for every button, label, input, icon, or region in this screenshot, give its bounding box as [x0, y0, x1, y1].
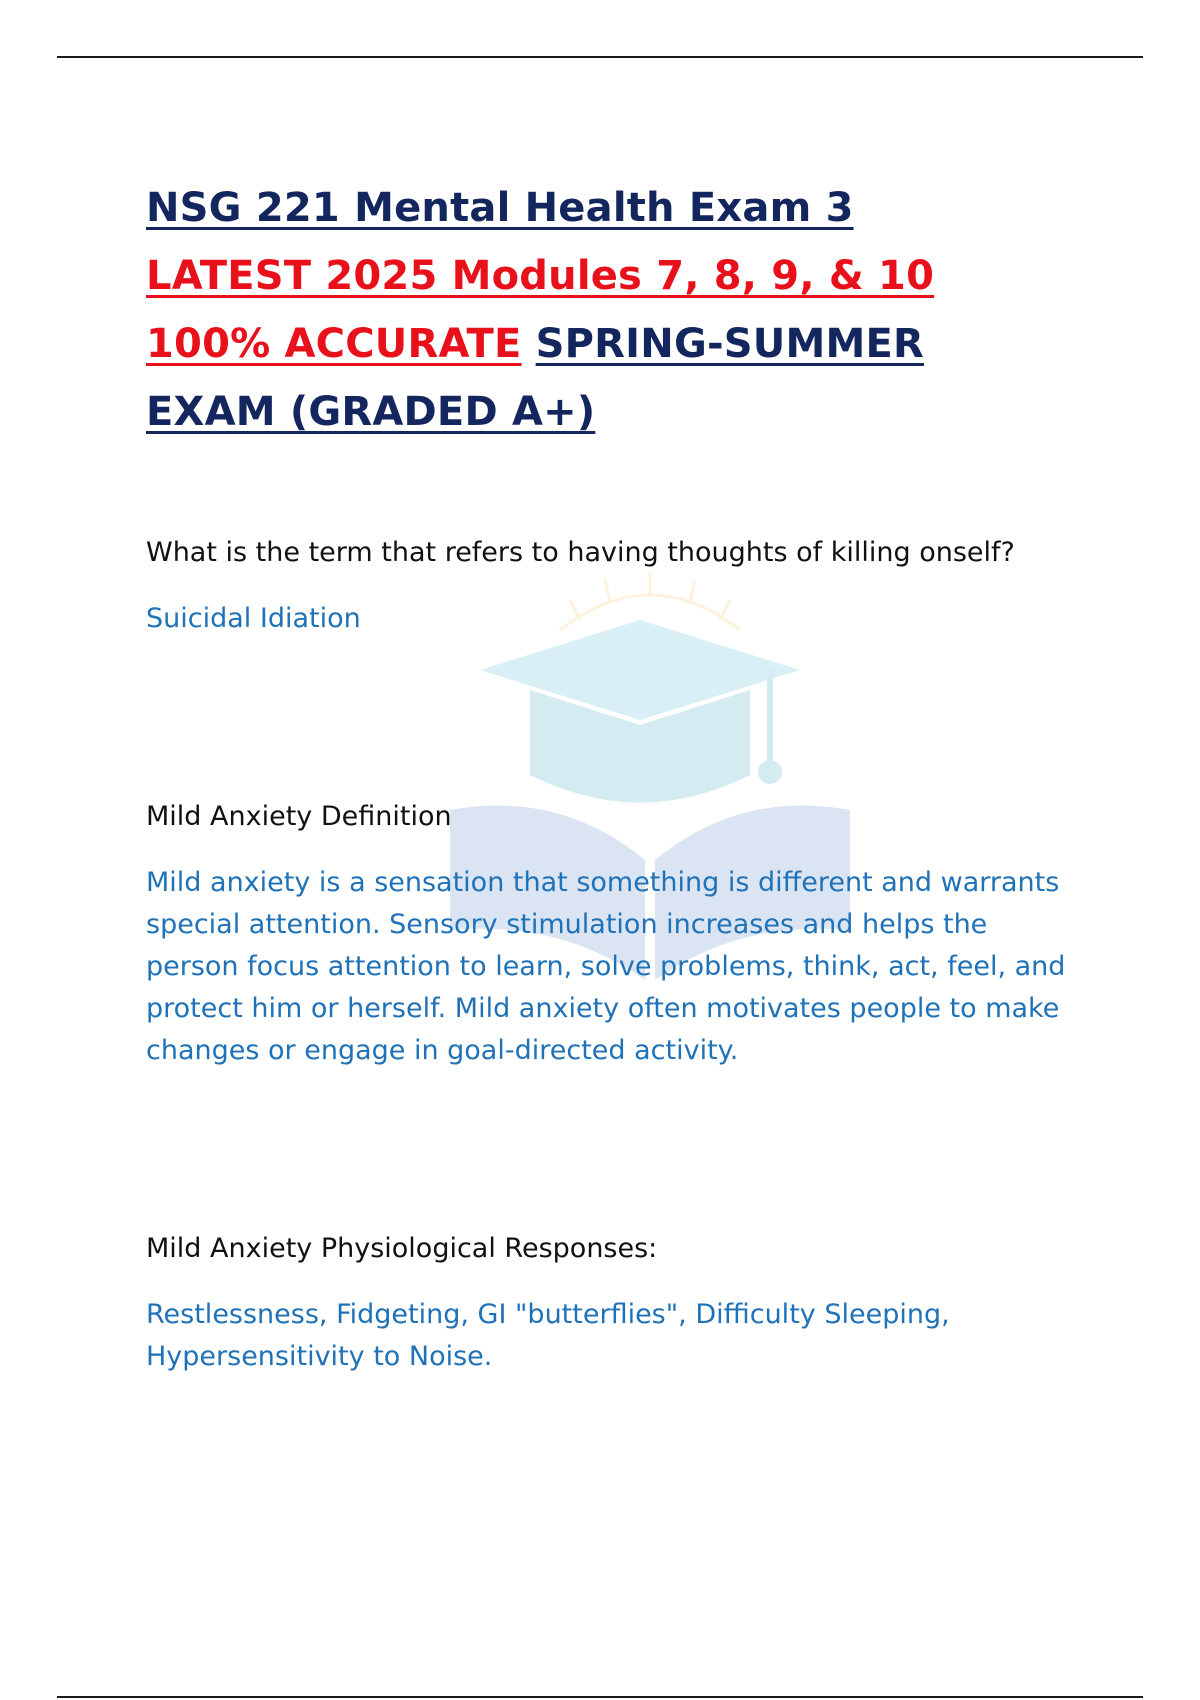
title-modules: LATEST 2025 Modules 7, 8, 9, & 10 [146, 253, 935, 299]
answer-3: Restlessness, Fidgeting, GI "butterflies", Difficulty Sleeping, Hypersensitivity to Noise. [146, 1299, 950, 1372]
title-accuracy: 100% ACCURATE [146, 321, 522, 367]
title-grade: EXAM (GRADED A+) [146, 389, 596, 435]
answer-2: Mild anxiety is a sensation that something is different and warrants special attention. Sensory stimulation increases and helps the person focus attention to learn, solve problems, think, act, feel, and protect him or herself. Mild anxiety often motivates people to make changes or engage in goal-directed activity. [146, 867, 1066, 1066]
document-title [146, 174, 1106, 446]
answer-1: Suicidal Idiation [146, 603, 361, 634]
question-3: Mild Anxiety Physiological Responses: [146, 1233, 658, 1264]
title-term: SPRING-SUMMER [535, 321, 924, 367]
title-course: NSG 221 Mental Health Exam 3 [146, 185, 854, 231]
question-1: What is the term that refers to having thoughts of killing onself? [146, 537, 1015, 568]
bottom-rule [57, 1696, 1143, 1698]
question-2: Mild Anxiety Definition [146, 801, 452, 832]
top-rule [57, 56, 1143, 58]
